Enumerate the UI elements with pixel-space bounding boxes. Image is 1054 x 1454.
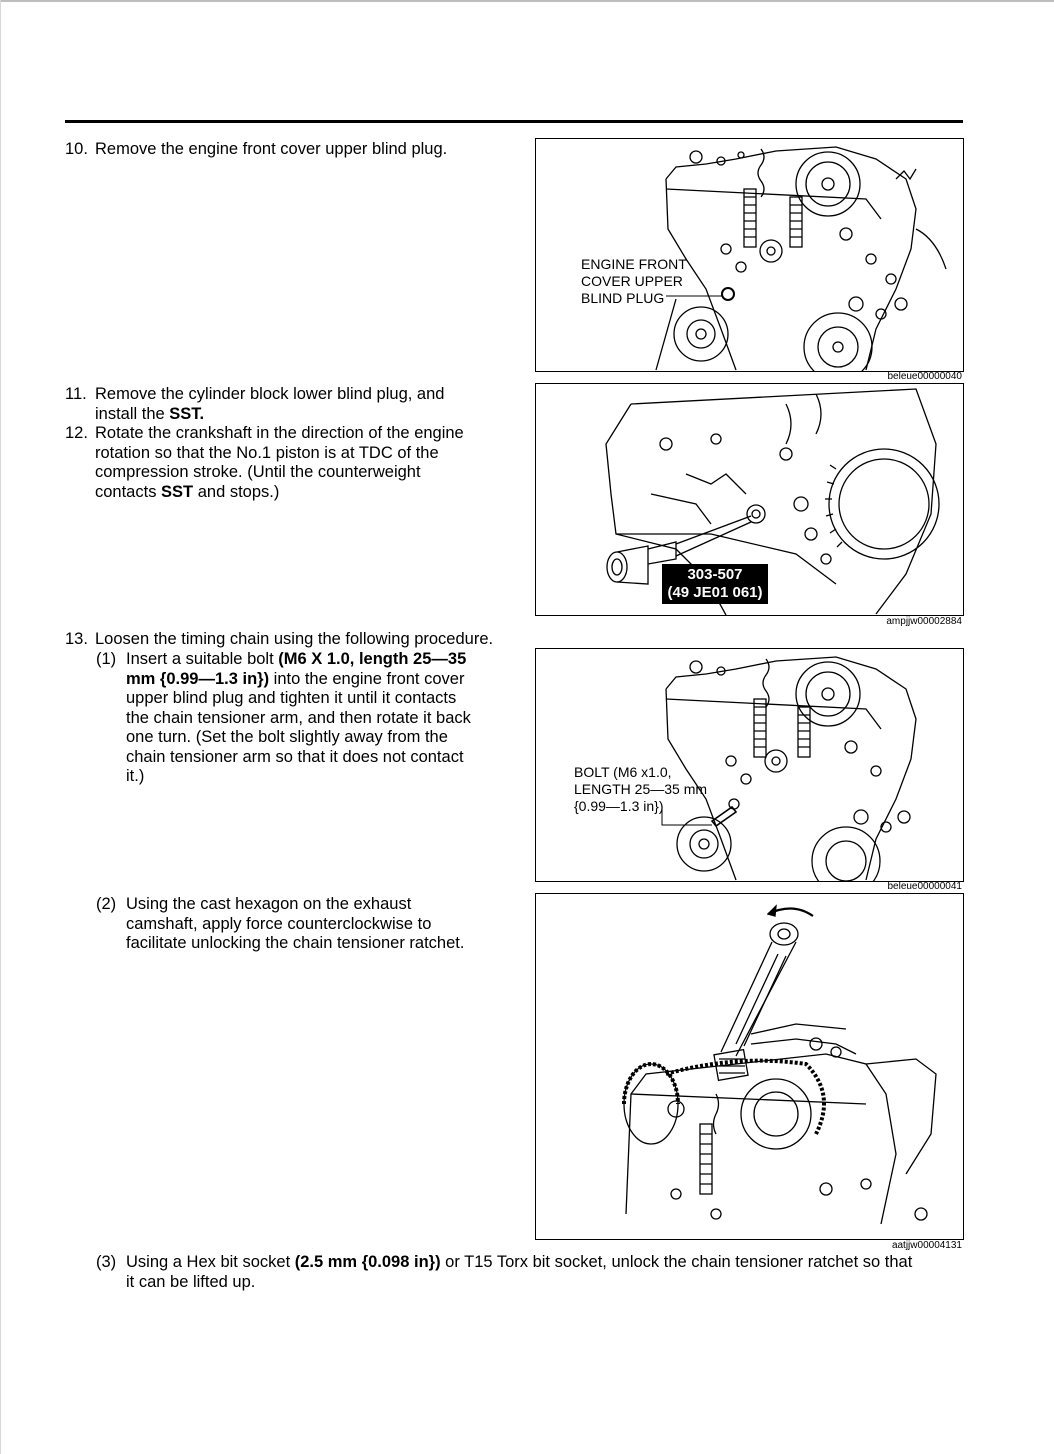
figure-id: ampjjw00002884	[886, 616, 962, 627]
substep-number: (1)	[96, 650, 117, 668]
substep-3: (3) Using a Hex bit socket (2.5 mm {0.098 in}) or T15 Torx bit socket, unlock the chain tensioner ratchet so that it can be lifted up.	[96, 1253, 913, 1291]
step-13	[65, 630, 535, 652]
step-text: Remove the engine front cover upper blind plug.	[95, 140, 448, 158]
figure-front-cover-blind-plug	[535, 138, 964, 372]
engine-front-illustration	[536, 139, 963, 371]
wrench-camshaft-illustration	[536, 894, 963, 1239]
substep-2: (2) Using the cast hexagon on the exhaust camshaft, apply force counterclockwise to facilitate unlocking the chain tensioner ratchet.	[96, 895, 465, 952]
figure-sst-install	[535, 383, 964, 616]
substep-number: (3)	[96, 1253, 117, 1271]
callout-blind-plug: ENGINE FRONT COVER UPPER BLIND PLUG	[581, 256, 687, 306]
figure-id: beleue00000041	[887, 881, 962, 892]
step-number: 11.	[65, 385, 87, 403]
step-number: 10.	[65, 140, 88, 158]
header-rule	[65, 120, 963, 123]
step-number: 12.	[65, 424, 88, 442]
substep-1: (1) Insert a suitable bolt (M6 X 1.0, length 25—35 mm {0.99—1.3 in}) into the engine front cover upper blind plug and tighten it until it contacts the chain tensioner arm, and then rotate it back one turn. (Set the bolt slightly away from the chain tensioner arm so that it does not contact it.)	[96, 650, 471, 785]
step-number: 13.	[65, 630, 88, 648]
figure-id: aatjjw00004131	[891, 1240, 962, 1251]
substep-number: (2)	[96, 895, 117, 913]
figure-bolt-insert	[535, 648, 964, 882]
page-left-border	[0, 0, 1, 1454]
figure-wrench-camshaft	[535, 893, 964, 1240]
figure-id: beleue00000040	[887, 371, 962, 382]
sst-tool-label: 303-507 (49 JE01 061)	[662, 564, 768, 604]
callout-bolt: BOLT (M6 x1.0, LENGTH 25—35 mm {0.99—1.3 in})	[574, 764, 708, 814]
page-top-border	[0, 0, 1054, 2]
step-11: 11. Remove the cylinder block lower blind plug, and install the SST.	[65, 385, 445, 423]
step-text: Loosen the timing chain using the following procedure.	[95, 630, 494, 648]
step-12: 12. Rotate the crankshaft in the direction of the engine rotation so that the No.1 piston is at TDC of the compression stroke. (Until the counterweight contacts SST and stops.)	[65, 424, 464, 501]
step-10	[65, 140, 535, 162]
